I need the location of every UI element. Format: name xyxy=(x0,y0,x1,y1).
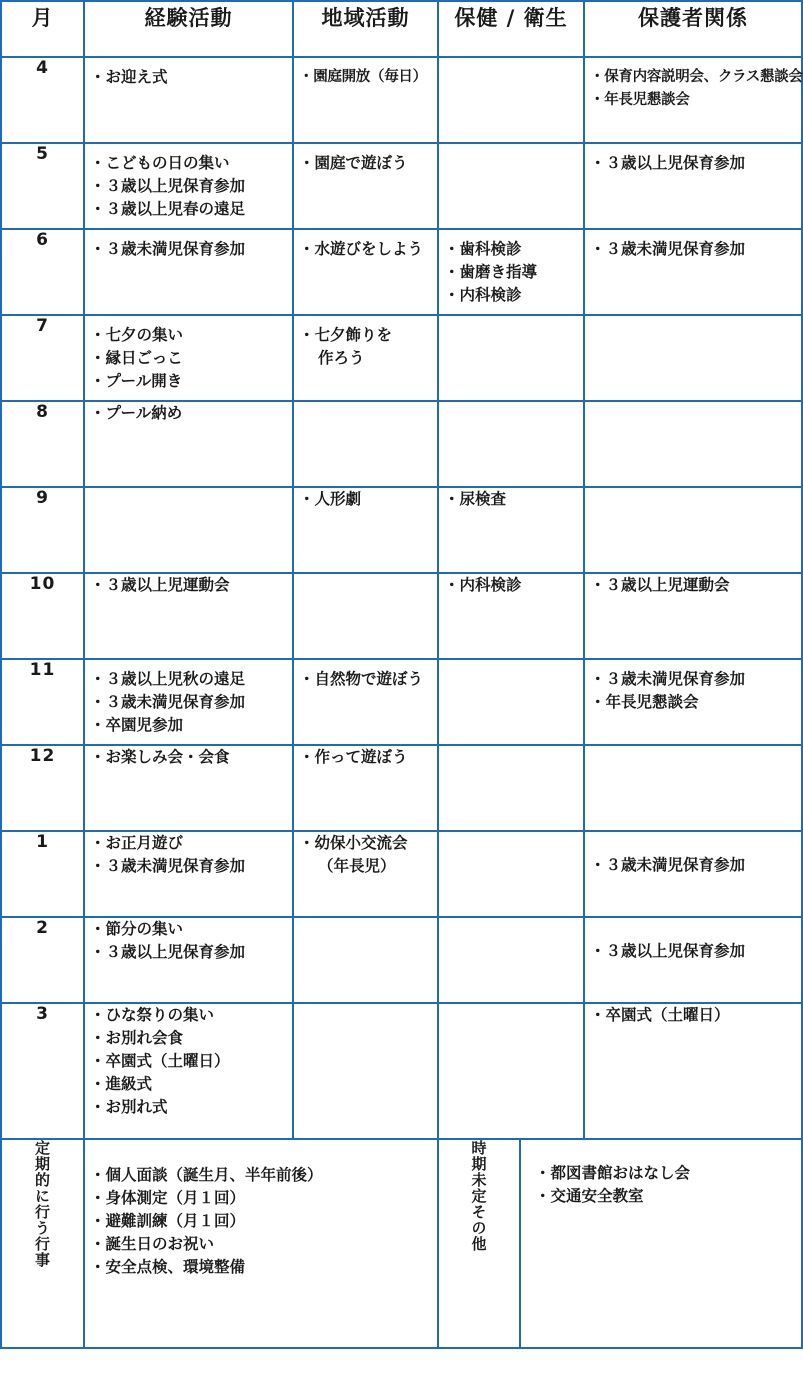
event-item: ・園庭開放（毎日） xyxy=(299,69,427,85)
experience-cell xyxy=(84,229,293,315)
health-cell xyxy=(438,143,584,229)
event-item: ・３歳以上児保育参加 xyxy=(590,942,746,960)
event-item: ・３歳未満児保育参加 xyxy=(90,693,246,711)
event-item: ・プール開き xyxy=(90,372,183,390)
experience-cell xyxy=(84,401,293,487)
table-row xyxy=(1,57,802,143)
header-row xyxy=(1,1,802,57)
header-health: 保健 / 衛生 xyxy=(438,1,584,57)
event-item: ・お別れ会食 xyxy=(90,1029,184,1047)
month-cell: 7 xyxy=(1,315,84,401)
event-item: ・お別れ式 xyxy=(90,1098,168,1116)
regular-event-item: ・安全点検、環境整備 xyxy=(90,1258,246,1276)
undetermined-event-item: ・都図書館おはなし会 xyxy=(535,1164,691,1182)
event-item: ・３歳以上児運動会 xyxy=(90,576,230,594)
month-cell: 6 xyxy=(1,229,84,315)
health-cell xyxy=(438,573,584,659)
month-cell: 4 xyxy=(1,57,84,143)
community-cell xyxy=(293,917,438,1003)
undetermined-events-cell xyxy=(520,1139,802,1348)
health-cell xyxy=(438,659,584,745)
event-item: ・園庭で遊ぼう xyxy=(299,154,408,172)
undetermined-label-cell xyxy=(438,1139,520,1348)
health-cell xyxy=(438,831,584,917)
experience-cell xyxy=(84,57,293,143)
community-cell xyxy=(293,315,438,401)
parents-cell xyxy=(584,573,802,659)
event-item: ・自然物で遊ぼう xyxy=(299,670,424,688)
experience-cell xyxy=(84,143,293,229)
experience-cell xyxy=(84,1003,293,1139)
event-item: ・３歳以上児保育参加 xyxy=(90,943,246,961)
table-row xyxy=(1,315,802,401)
event-item: ・お正月遊び xyxy=(90,834,184,852)
month-cell: 8 xyxy=(1,401,84,487)
event-item: ・年長児懇談会 xyxy=(590,693,699,711)
undetermined-event-item: ・交通安全教室 xyxy=(535,1187,644,1205)
parents-cell xyxy=(584,831,802,917)
event-item: ・お迎え式 xyxy=(90,68,168,86)
table-row xyxy=(1,143,802,229)
event-item: ・お楽しみ会・会食 xyxy=(90,748,230,766)
regular-events-cell xyxy=(84,1139,438,1348)
health-cell xyxy=(438,1003,584,1139)
event-item: ・３歳未満児保育参加 xyxy=(590,856,746,874)
regular-event-item: ・誕生日のお祝い xyxy=(90,1235,215,1253)
community-cell xyxy=(293,831,438,917)
event-item: ・３歳未満児保育参加 xyxy=(90,240,246,258)
health-cell xyxy=(438,57,584,143)
health-cell xyxy=(438,745,584,831)
event-item: ・３歳以上児保育参加 xyxy=(90,177,246,195)
health-cell xyxy=(438,229,584,315)
regular-events-label: 定期的に行う行事 xyxy=(33,1140,51,1268)
month-cell: 3 xyxy=(1,1003,84,1139)
header-month: 月 xyxy=(1,1,84,57)
community-cell xyxy=(293,487,438,573)
health-cell xyxy=(438,401,584,487)
event-item: ・人形劇 xyxy=(299,490,362,508)
health-cell xyxy=(438,315,584,401)
event-item: ・３歳以上児運動会 xyxy=(590,576,730,594)
event-item: ・年長児懇談会 xyxy=(590,92,690,108)
event-item: ・３歳以上児保育参加 xyxy=(590,154,746,172)
community-cell xyxy=(293,57,438,143)
regular-event-item: ・個人面談（誕生月、半年前後） xyxy=(90,1166,323,1184)
table-row xyxy=(1,401,802,487)
event-item: ・３歳未満児保育参加 xyxy=(590,670,746,688)
experience-cell xyxy=(84,573,293,659)
regular-events-label-cell xyxy=(1,1139,84,1348)
event-item: ・３歳未満児保育参加 xyxy=(90,857,246,875)
footer-row xyxy=(1,1139,802,1348)
health-cell xyxy=(438,917,584,1003)
event-item: ・内科検診 xyxy=(444,576,522,594)
parents-cell xyxy=(584,745,802,831)
event-item: ・水遊びをしよう xyxy=(299,240,424,258)
parents-cell xyxy=(584,229,802,315)
month-cell: 5 xyxy=(1,143,84,229)
month-cell: 11 xyxy=(1,659,84,745)
event-item: ・こどもの日の集い xyxy=(90,154,230,172)
event-item: ・卒園児参加 xyxy=(90,716,184,734)
parents-cell xyxy=(584,315,802,401)
regular-event-item: ・身体測定（月１回） xyxy=(90,1189,246,1207)
parents-cell xyxy=(584,143,802,229)
community-cell xyxy=(293,401,438,487)
month-cell: 12 xyxy=(1,745,84,831)
event-item: ・保育内容説明会、クラス懇談会 xyxy=(590,69,803,85)
event-item: ・内科検診 xyxy=(444,286,522,304)
header-community: 地域活動 xyxy=(293,1,438,57)
experience-cell xyxy=(84,831,293,917)
event-item: ・卒園式（土曜日） xyxy=(90,1052,230,1070)
table-row xyxy=(1,487,802,573)
table-row xyxy=(1,659,802,745)
event-item: ・プール納め xyxy=(90,404,183,422)
event-item: ・歯磨き指導 xyxy=(444,263,538,281)
community-cell xyxy=(293,143,438,229)
table-row xyxy=(1,745,802,831)
event-item: ・３歳未満児保育参加 xyxy=(590,240,746,258)
experience-cell xyxy=(84,745,293,831)
table-row xyxy=(1,831,802,917)
parents-cell xyxy=(584,57,802,143)
community-cell xyxy=(293,229,438,315)
event-item-continued: （年長児） xyxy=(318,857,396,875)
experience-cell xyxy=(84,315,293,401)
experience-cell xyxy=(84,659,293,745)
table-row xyxy=(1,1003,802,1139)
community-cell xyxy=(293,1003,438,1139)
month-cell: 2 xyxy=(1,917,84,1003)
header-experience: 経験活動 xyxy=(84,1,293,57)
community-cell xyxy=(293,659,438,745)
event-item: ・進級式 xyxy=(90,1075,153,1093)
community-cell xyxy=(293,573,438,659)
header-parents: 保護者関係 xyxy=(584,1,802,57)
experience-cell xyxy=(84,487,293,573)
parents-cell xyxy=(584,917,802,1003)
event-item-continued: 作ろう xyxy=(318,349,365,367)
table-row xyxy=(1,573,802,659)
event-item: ・歯科検診 xyxy=(444,240,522,258)
event-item: ・幼保小交流会 xyxy=(299,834,408,852)
event-item: ・尿検査 xyxy=(444,490,507,508)
month-cell: 10 xyxy=(1,573,84,659)
event-item: ・卒園式（土曜日） xyxy=(590,1006,730,1024)
parents-cell xyxy=(584,487,802,573)
health-cell xyxy=(438,487,584,573)
parents-cell xyxy=(584,401,802,487)
event-item: ・縁日ごっこ xyxy=(90,349,183,367)
event-item: ・七夕飾りを xyxy=(299,326,393,344)
parents-cell xyxy=(584,659,802,745)
community-cell xyxy=(293,745,438,831)
event-item: ・ひな祭りの集い xyxy=(90,1006,215,1024)
event-item: ・３歳以上児春の遠足 xyxy=(90,200,246,218)
event-item: ・作って遊ぼう xyxy=(299,748,408,766)
undetermined-label: 時期未定その他 xyxy=(469,1140,488,1252)
event-item: ・３歳以上児秋の遠足 xyxy=(90,670,246,688)
event-item: ・七夕の集い xyxy=(90,326,184,344)
regular-event-item: ・避難訓練（月１回） xyxy=(90,1212,246,1230)
month-cell: 1 xyxy=(1,831,84,917)
experience-cell xyxy=(84,917,293,1003)
table-row xyxy=(1,229,802,315)
event-item: ・節分の集い xyxy=(90,920,184,938)
parents-cell xyxy=(584,1003,802,1139)
table-row xyxy=(1,917,802,1003)
month-cell: 9 xyxy=(1,487,84,573)
